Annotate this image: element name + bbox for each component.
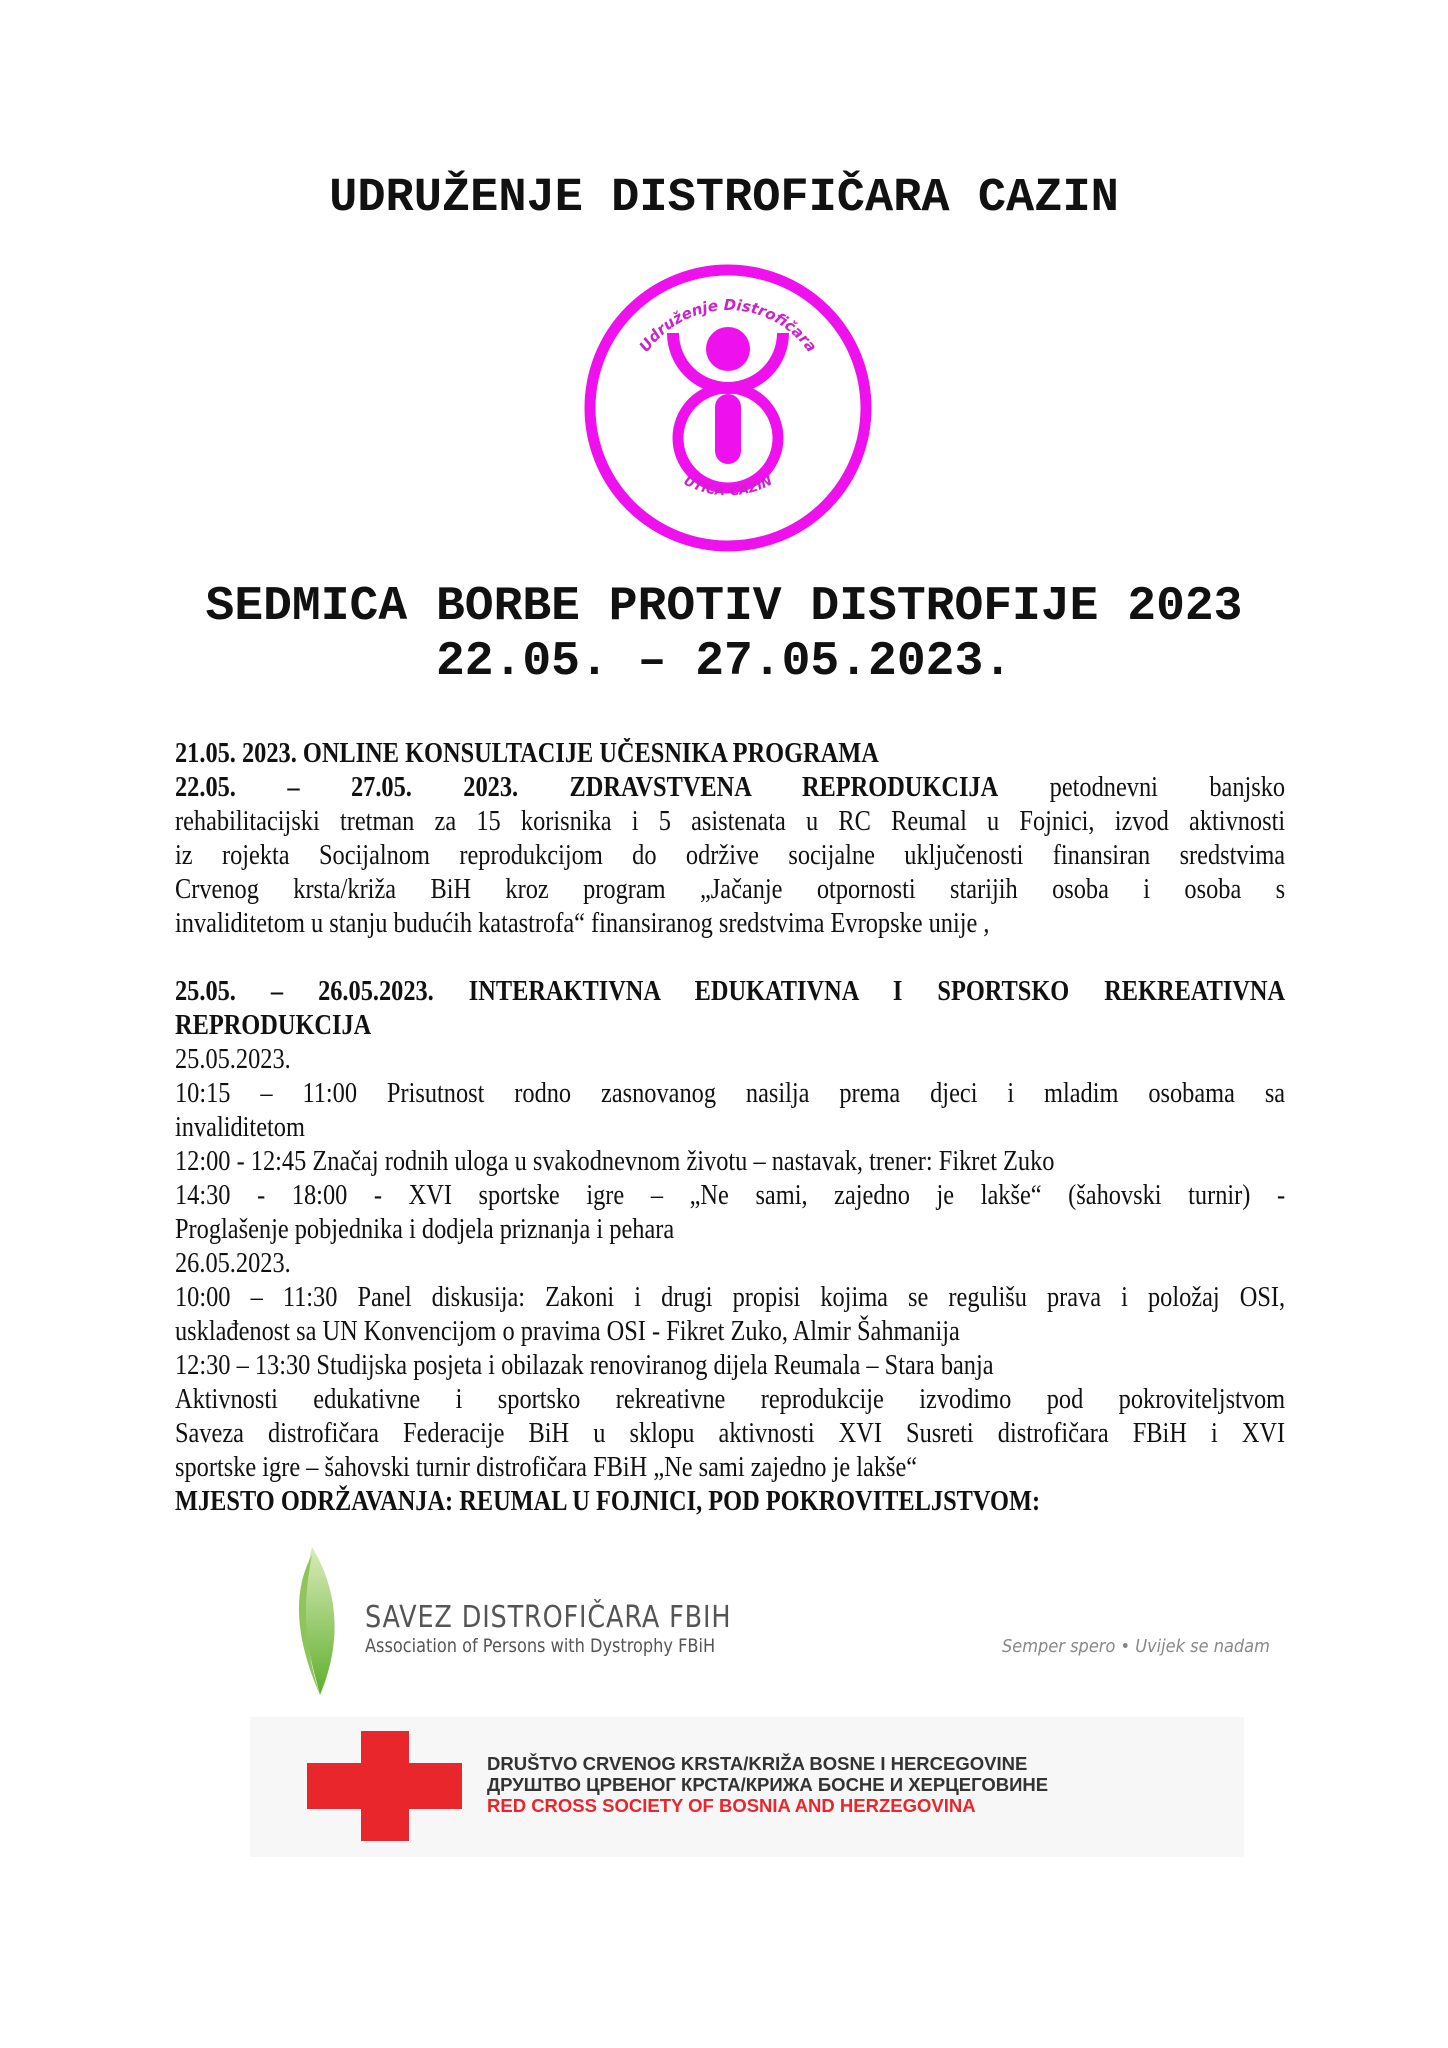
- text-line: Saveza distrofičara Federacije BiH u sklopu aktivnosti XVI Susreti distrofičara FBiH i XVI: [175, 1418, 1286, 1449]
- program-item-consultations: 21.05. 2023. ONLINE KONSULTACIJE UČESNIKA PROGRAMA: [175, 738, 879, 769]
- red-cross-name-cyrillic: ДРУШТВО ЦРВЕНОГ КРСТА/КРИЖА БОСНЕ И ХЕРЦЕГОВИНЕ: [487, 1774, 1049, 1795]
- schedule-line: 10:15 – 11:00 Prisutnost rodno zasnovanog nasilja prema djeci i mladim osobama sa: [175, 1078, 1286, 1109]
- program-item-health-text: petodnevni banjsko: [1049, 772, 1286, 803]
- text-line: iz rojekta Socijalnom reprodukcijom do održive socijalne uključenosti finansiran sredstvima: [175, 840, 1286, 871]
- udruzenje-logo: [578, 258, 878, 558]
- organization-title: UDRUŽENJE DISTROFIČARA CAZIN: [329, 172, 1119, 225]
- schedule-line: Proglašenje pobjednika i dodjela priznanja i pehara: [175, 1214, 675, 1245]
- event-dates: 22.05. – 27.05.2023.: [435, 635, 1013, 689]
- schedule-line: invaliditetom: [175, 1112, 305, 1143]
- red-cross-name-latin: DRUŠTVO CRVENOG KRSTA/KRIŽA BOSNE I HERCEGOVINE: [487, 1753, 1028, 1774]
- schedule-line: 14:30 - 18:00 - XVI sportske igre – „Ne sami, zajedno je lakše“ (šahovski turnir) -: [175, 1180, 1286, 1211]
- red-cross-name-english: RED CROSS SOCIETY OF BOSNIA AND HERZEGOVINA: [487, 1795, 976, 1816]
- event-heading: [0, 580, 1448, 690]
- leaf-icon: [290, 1545, 350, 1700]
- text-line: sportske igre – šahovski turnir distrofičara FBiH „Ne sami zajedno je lakše“: [175, 1452, 918, 1483]
- savez-subtitle: Association of Persons with Dystrophy FBiH: [365, 1635, 716, 1657]
- text-line: Aktivnosti edukativne i sportsko rekreativne reprodukcije izvodimo pod pokroviteljstvom: [175, 1384, 1286, 1415]
- schedule-line: 10:00 – 11:30 Panel diskusija: Zakoni i drugi propisi kojima se regulišu prava i položaj OSI,: [175, 1282, 1286, 1313]
- schedule-line: 12:00 - 12:45 Značaj rodnih uloga u svakodnevnom životu – nastavak, trener: Fikret Zuko: [175, 1146, 1055, 1177]
- text-line: rehabilitacijski tretman za 15 korisnika i 5 asistenata u RC Reumal u Fojnici, izvod aktivnosti: [175, 806, 1286, 837]
- savez-motto: Semper spero • Uvijek se nadam: [1002, 1636, 1270, 1657]
- program-item-education-heading: 25.05. – 26.05.2023. INTERAKTIVNA EDUKATIVNA I SPORTSKO REKREATIVNA: [175, 976, 1286, 1007]
- logo-top-text: Udruženje Distrofičara: [635, 295, 821, 356]
- program-item-health: [175, 771, 1285, 805]
- logo-bottom-text: UTICA-CAZIN: [681, 473, 775, 500]
- day-date: 26.05.2023.: [175, 1248, 291, 1279]
- savez-distroficara-logo: [290, 1545, 1290, 1705]
- program-item-education-heading-cont: REPRODUKCIJA: [175, 1010, 372, 1041]
- text-line: invaliditetom u stanju budućih katastrofa“ finansiranog sredstvima Evropske unije ,: [175, 908, 990, 939]
- blank-line: [175, 941, 1285, 975]
- event-title: SEDMICA BORBE PROTIV DISTROFIJE 2023: [205, 580, 1243, 634]
- location-line: MJESTO ODRŽAVANJA: REUMAL U FOJNICI, POD POKROVITELJSTVOM:: [175, 1486, 1041, 1517]
- text-line: Crvenog krsta/križa BiH kroz program „Jačanje otpornosti starijih osoba i osoba s: [175, 874, 1286, 905]
- svg-text:UTICA-CAZIN: [681, 474, 775, 500]
- program-body: [175, 737, 1285, 1519]
- program-item-health-heading: 22.05. – 27.05. 2023. ZDRAVSTVENA REPRODUKCIJA: [175, 772, 999, 803]
- schedule-line: usklađenost sa UN Konvencijom o pravima OSI - Fikret Zuko, Almir Šahmanija: [175, 1316, 960, 1347]
- day-date: 25.05.2023.: [175, 1044, 291, 1075]
- savez-name: SAVEZ DISTROFIČARA FBIH: [365, 1600, 732, 1635]
- red-cross-logo: [250, 1717, 1244, 1857]
- schedule-line: 12:30 – 13:30 Studijska posjeta i obilazak renoviranog dijela Reumala – Stara banja: [175, 1350, 994, 1381]
- red-cross-icon: [307, 1731, 462, 1841]
